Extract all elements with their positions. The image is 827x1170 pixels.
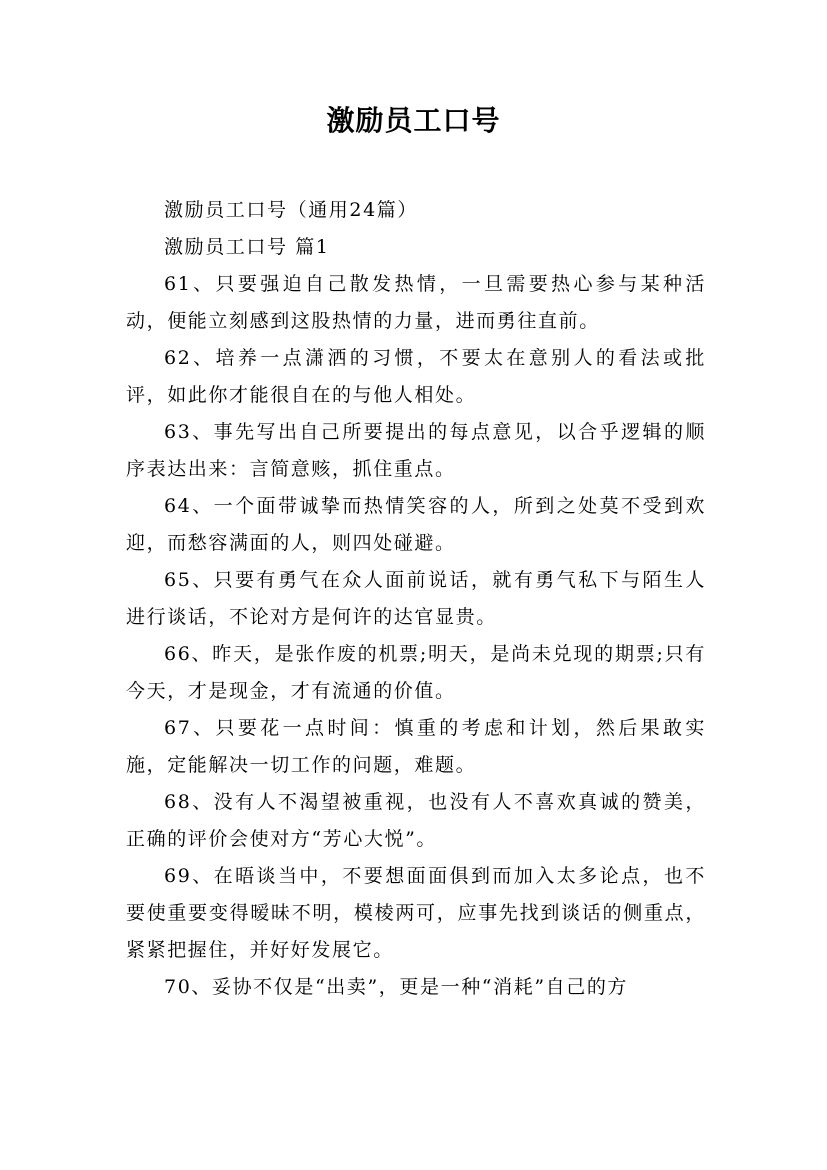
paragraph-67: 67、只要花一点时间：慎重的考虑和计划，然后果敢实施，定能解决一切工作的问题，难题。 — [126, 717, 706, 776]
paragraph-70: 70、妥协不仅是“出卖”，更是一种“消耗”自己的方 — [164, 976, 629, 998]
paragraph-63: 63、事先写出自己所要提出的每点意见，以合乎逻辑的顺序表达出来：言简意赅，抓住重点。 — [126, 421, 706, 480]
paragraph-subtitle: 激励员工口号（通用24篇） — [164, 199, 418, 221]
paragraph-68: 68、没有人不渴望被重视，也没有人不喜欢真诚的赞美，正确的评价会使对方“芳心大悦”。 — [126, 791, 706, 850]
document-body — [126, 192, 706, 1006]
paragraph-64: 64、一个面带诚挚而热情笑容的人，所到之处莫不受到欢迎，而愁容满面的人，则四处碰避。 — [126, 495, 706, 554]
paragraph-66: 66、昨天，是张作废的机票;明天，是尚未兑现的期票;只有今天，才是现金，才有流通的价值。 — [126, 643, 706, 702]
document-title: 激励员工口号 — [326, 104, 501, 137]
paragraph-section-heading: 激励员工口号 篇1 — [164, 236, 330, 258]
paragraph-65: 65、只要有勇气在众人面前说话，就有勇气私下与陌生人进行谈话，不论对方是何许的达官显贵。 — [126, 569, 706, 628]
paragraph-61: 61、只要强迫自己散发热情，一旦需要热心参与某种活动，便能立刻感到这股热情的力量，进而勇往直前。 — [126, 273, 706, 332]
paragraph-69: 69、在晤谈当中，不要想面面俱到而加入太多论点，也不要使重要变得暧昧不明，模棱两可，应事先找到谈话的侧重点，紧紧把握住，并好好发展它。 — [126, 865, 706, 961]
paragraph-62: 62、培养一点潇洒的习惯，不要太在意别人的看法或批评，如此你才能很自在的与他人相处。 — [126, 347, 706, 406]
